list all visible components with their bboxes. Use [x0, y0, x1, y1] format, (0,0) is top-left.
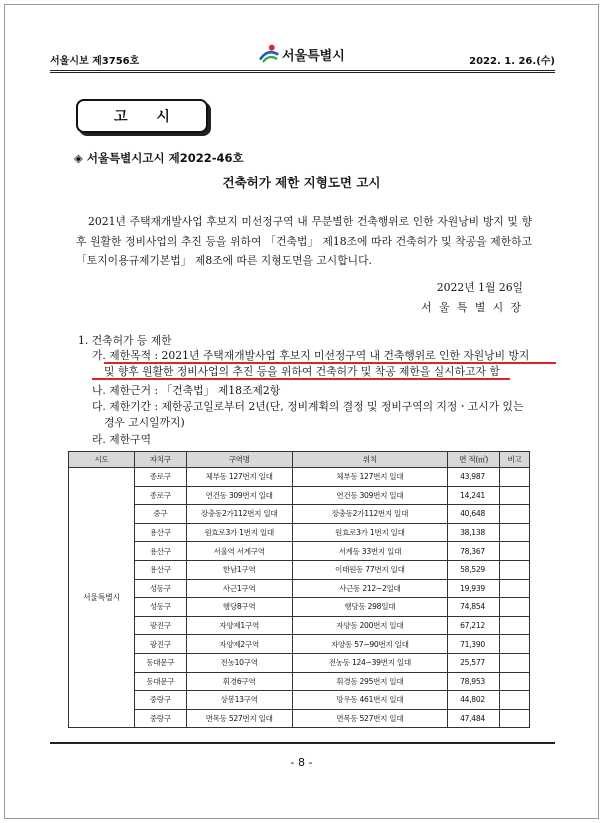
- table-row: [69, 579, 530, 598]
- item-period: 다. 제한기간 : 제한공고일로부터 2년(단, 정비계획의 결정 및 정비구역의 지정ㆍ고시가 있는: [92, 400, 524, 413]
- location-cell: 사근동 212~2일대: [292, 579, 448, 598]
- area-cell: 38,138: [448, 523, 500, 542]
- district-cell: 중랑구: [134, 691, 186, 710]
- district-cell: 종로구: [134, 486, 186, 505]
- district-cell: 용산구: [134, 542, 186, 561]
- city-cell: 서울특별시: [69, 468, 135, 728]
- district-cell: 광진구: [134, 635, 186, 654]
- location-cell: 이태원동 77번지 일대: [292, 560, 448, 579]
- area-cell: 44,802: [448, 691, 500, 710]
- location-cell: 전농동 124~39번지 일대: [292, 653, 448, 672]
- table-row: [69, 653, 530, 672]
- zone-name-cell: 면목동 527번지 일대: [186, 709, 292, 728]
- location-cell: 연건동 309번지 일대: [292, 486, 448, 505]
- district-cell: 중구: [134, 505, 186, 524]
- note-cell: [500, 560, 530, 579]
- note-cell: [500, 653, 530, 672]
- notice-label-box: [76, 99, 208, 133]
- item-purpose: 가. 제한목적 : 2021년 주택재개발사업 후보지 미선정구역 내 건축행위로 인한 자원낭비 방지: [92, 349, 530, 362]
- zone-name-cell: 행당8구역: [186, 598, 292, 617]
- note-cell: [500, 709, 530, 728]
- area-cell: 74,854: [448, 598, 500, 617]
- area-cell: 67,212: [448, 616, 500, 635]
- seoul-logo-icon: [258, 43, 280, 65]
- district-cell: 종로구: [134, 468, 186, 487]
- col-header: 위치: [292, 452, 448, 468]
- location-cell: 서계동 33번지 일대: [292, 542, 448, 561]
- page-number: - 8 -: [290, 756, 313, 769]
- note-cell: [500, 505, 530, 524]
- area-cell: 78,953: [448, 672, 500, 691]
- zone-name-cell: 사근1구역: [186, 579, 292, 598]
- zone-name-cell: 체부동 127번지 일대: [186, 468, 292, 487]
- district-cell: 성동구: [134, 579, 186, 598]
- note-cell: [500, 579, 530, 598]
- footer-rule: [50, 742, 555, 744]
- zone-name-cell: 전농10구역: [186, 653, 292, 672]
- zone-name-cell: 휘경6구역: [186, 672, 292, 691]
- table-row: [69, 635, 530, 654]
- gazette-issue: 서울시보 제3756호: [50, 56, 140, 67]
- item-period-cont: 경우 고시일까지): [104, 416, 185, 429]
- gazette-date: 2022. 1. 26.(수): [469, 56, 555, 67]
- item-purpose-cont: 및 향후 원활한 정비사업의 추진 등을 위하여 건축허가 및 착공 제한을 실시하고자 함: [104, 365, 500, 378]
- zone-name-cell: 장충동2가112번지 일대: [186, 505, 292, 524]
- table-row: [69, 505, 530, 524]
- area-cell: 25,577: [448, 653, 500, 672]
- location-cell: 장충동2가112번지 일대: [292, 505, 448, 524]
- location-cell: 원효로3가 1번지 일대: [292, 523, 448, 542]
- note-cell: [500, 523, 530, 542]
- zone-name-cell: 자양제1구역: [186, 616, 292, 635]
- location-cell: 체부동 127번지 일대: [292, 468, 448, 487]
- table-row: [69, 560, 530, 579]
- note-cell: [500, 691, 530, 710]
- col-header: 비고: [500, 452, 530, 468]
- district-cell: 용산구: [134, 523, 186, 542]
- location-cell: 휘경동 295번지 일대: [292, 672, 448, 691]
- item-basis: 나. 제한근거 : 「건축법」 제18조제2항: [92, 384, 281, 397]
- header-rule: [50, 70, 555, 73]
- section-heading: 1. 건축허가 등 제한: [78, 334, 172, 347]
- logo-text: 서울특별시: [282, 48, 345, 64]
- district-cell: 용산구: [134, 560, 186, 579]
- body-paragraph: 2021년 주택재개발사업 후보지 미선정구역 내 무분별한 건축행위로 인한 자원낭비 방지 및 향후 원활한 정비사업의 추진 등을 위하여 「건축법」 제18조에 따라 건축허가 및 착공을 제한하고 「토지이용규제기본법」 제8조에 따른 지형도면을 고시합니다.: [76, 215, 532, 267]
- table-row: [69, 468, 530, 487]
- location-cell: 자양동 57~90번지 일대: [292, 635, 448, 654]
- table-row: [69, 616, 530, 635]
- note-cell: [500, 468, 530, 487]
- area-cell: 19,939: [448, 579, 500, 598]
- location-cell: 행당동 298일대: [292, 598, 448, 617]
- location-cell: 망우동 461번지 일대: [292, 691, 448, 710]
- table-row: [69, 486, 530, 505]
- seoul-logo: [258, 42, 345, 66]
- zone-name-cell: 한남1구역: [186, 560, 292, 579]
- table-header-row: [69, 452, 530, 468]
- item-area: 라. 제한구역: [92, 433, 152, 446]
- district-cell: 중랑구: [134, 709, 186, 728]
- col-header: 면 적(㎡): [448, 452, 500, 468]
- note-cell: [500, 542, 530, 561]
- note-cell: [500, 616, 530, 635]
- note-cell: [500, 598, 530, 617]
- zone-name-cell: 자양제2구역: [186, 635, 292, 654]
- district-cell: 성동구: [134, 598, 186, 617]
- notice-date: 2022년 1월 26일: [436, 281, 523, 294]
- area-cell: 14,241: [448, 486, 500, 505]
- table-row: [69, 523, 530, 542]
- district-cell: 광진구: [134, 616, 186, 635]
- area-cell: 47,484: [448, 709, 500, 728]
- signer: 서 울 특 별 시 장: [421, 301, 523, 314]
- page-header: [50, 42, 555, 70]
- zone-name-cell: 연건동 309번지 일대: [186, 486, 292, 505]
- area-cell: 71,390: [448, 635, 500, 654]
- table-row: [69, 542, 530, 561]
- col-header: 시도: [69, 452, 135, 468]
- notice-label: 고 시: [114, 109, 182, 125]
- zone-name-cell: 상봉13구역: [186, 691, 292, 710]
- area-cell: 78,367: [448, 542, 500, 561]
- restriction-table: [68, 451, 530, 728]
- note-cell: [500, 672, 530, 691]
- area-cell: 58,529: [448, 560, 500, 579]
- area-cell: 43,987: [448, 468, 500, 487]
- table-row: [69, 672, 530, 691]
- area-cell: 40,648: [448, 505, 500, 524]
- location-cell: 면목동 527번지 일대: [292, 709, 448, 728]
- col-header: 구역명: [186, 452, 292, 468]
- note-cell: [500, 486, 530, 505]
- zone-name-cell: 원효로3가 1번지 일대: [186, 523, 292, 542]
- location-cell: 자양동 200번지 일대: [292, 616, 448, 635]
- underline-red-2: [92, 378, 510, 380]
- district-cell: 동대문구: [134, 653, 186, 672]
- notice-number: ◈ 서울특별시고시 제2022-46호: [74, 151, 244, 165]
- table-body: [69, 468, 530, 728]
- zone-name-cell: 서울역 서계구역: [186, 542, 292, 561]
- note-cell: [500, 635, 530, 654]
- district-cell: 동대문구: [134, 672, 186, 691]
- table-row: [69, 691, 530, 710]
- table-row: [69, 598, 530, 617]
- table-row: [69, 709, 530, 728]
- col-header: 자치구: [134, 452, 186, 468]
- document-title: 건축허가 제한 지형도면 고시: [222, 175, 381, 190]
